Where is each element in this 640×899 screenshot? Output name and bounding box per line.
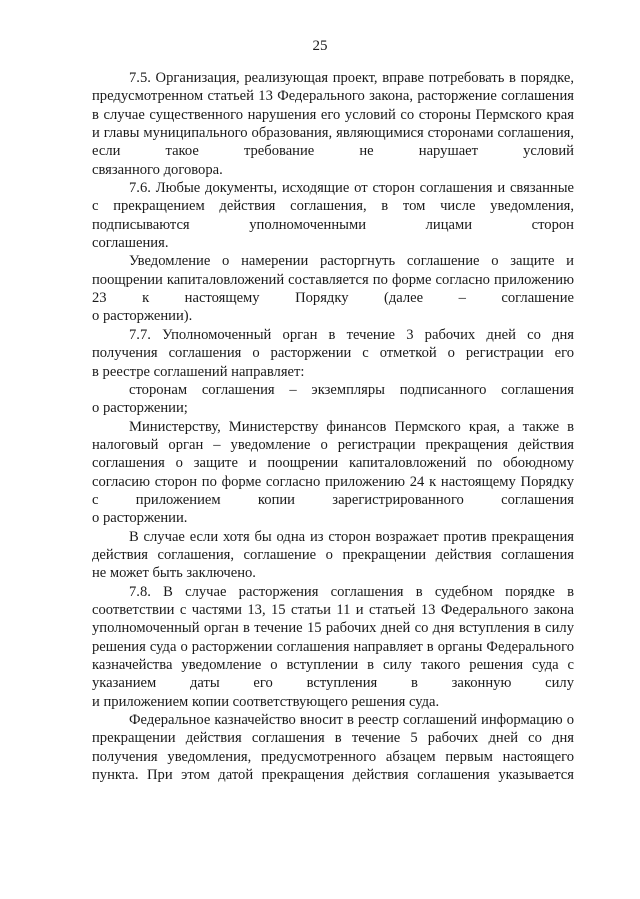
paragraph-7-5 <box>92 69 574 179</box>
paragraph-notice <box>92 252 574 325</box>
paragraph-parties <box>92 381 574 418</box>
paragraph-7-6 <box>92 179 574 252</box>
paragraph-text: В случае если хотя бы одна из сторон возражает против прекращения действия соглашения, соглашение о прекращении действия соглашения <box>92 528 574 563</box>
paragraph-objection <box>92 528 574 583</box>
paragraph-text: 7.8. В случае расторжения соглашения в судебном порядке в соответствии с частями 13, 15 статьи 11 и статьей 13 Федерального закона уполномоченный орган в течение 15 рабочих дней со дня вступления в силу решения суда о расторжении соглашения направляет в органы Федерального казначейства уведомление о вступлении в силу такого решения суда с указанием даты его вступления в законную силу <box>92 583 574 692</box>
paragraph-last-line: и приложением копии соответствующего решения суда. <box>92 693 440 710</box>
paragraph-text: 7.7. Уполномоченный орган в течение 3 рабочих дней со дня получения соглашения о расторжении с отметкой о регистрации его <box>92 326 574 362</box>
paragraph-treasury <box>92 711 574 784</box>
document-body <box>92 69 574 784</box>
paragraph-text: 7.6. Любые документы, исходящие от сторон соглашения и связанные с прекращением действия соглашения, в том числе уведомления, подписываются уполномоченными лицами сторон <box>92 180 574 233</box>
paragraph-last-line: не может быть заключено. <box>92 565 256 582</box>
paragraph-last-line: связанного договора. <box>92 161 223 178</box>
paragraph-text: Уведомление о намерении расторгнуть соглашение о защите и поощрении капиталовложений составляется по форме согласно приложению 23 к настоящему Порядку (далее – соглашение <box>92 253 574 307</box>
page-number: 25 <box>312 38 328 54</box>
paragraph-last-line: о расторжении). <box>92 308 193 325</box>
paragraph-last-line: о расторжении. <box>92 510 188 527</box>
paragraph-last-line: о расторжении; <box>92 400 188 417</box>
paragraph-text: 7.5. Организация, реализующая проект, вправе потребовать в порядке, предусмотренном статьей 13 Федерального закона, расторжение соглашения в случае существенного нарушения его условий со стороны Пермского края и главы муниципального образования, являющимися сторонами соглашения, если такое требование не нарушает условий <box>92 70 574 160</box>
paragraph-last-line: в реестре соглашений направляет: <box>92 363 305 380</box>
paragraph-text: сторонам соглашения – экземпляры подписанного соглашения <box>129 381 574 398</box>
paragraph-ministry <box>92 418 574 528</box>
paragraph-7-7 <box>92 326 574 381</box>
paragraph-text: Федеральное казначейство вносит в реестр соглашений информацию о прекращении действия соглашения в течение 5 рабочих дней со дня получения уведомления, предусмотренного абзацем первым настоящего пункта. При этом датой прекращения действия соглашения указывается <box>92 712 574 784</box>
paragraph-7-8 <box>92 583 574 711</box>
paragraph-text: Министерству, Министерству финансов Пермского края, а также в налоговый орган – уведомление о регистрации прекращения действия соглашения о защите и поощрении капиталовложений по обоюдному согласию сторон по форме согласно приложению 24 к настоящему Порядку с приложением копии зарегистрированного соглашения <box>92 418 574 508</box>
paragraph-last-line: соглашения. <box>92 235 169 252</box>
